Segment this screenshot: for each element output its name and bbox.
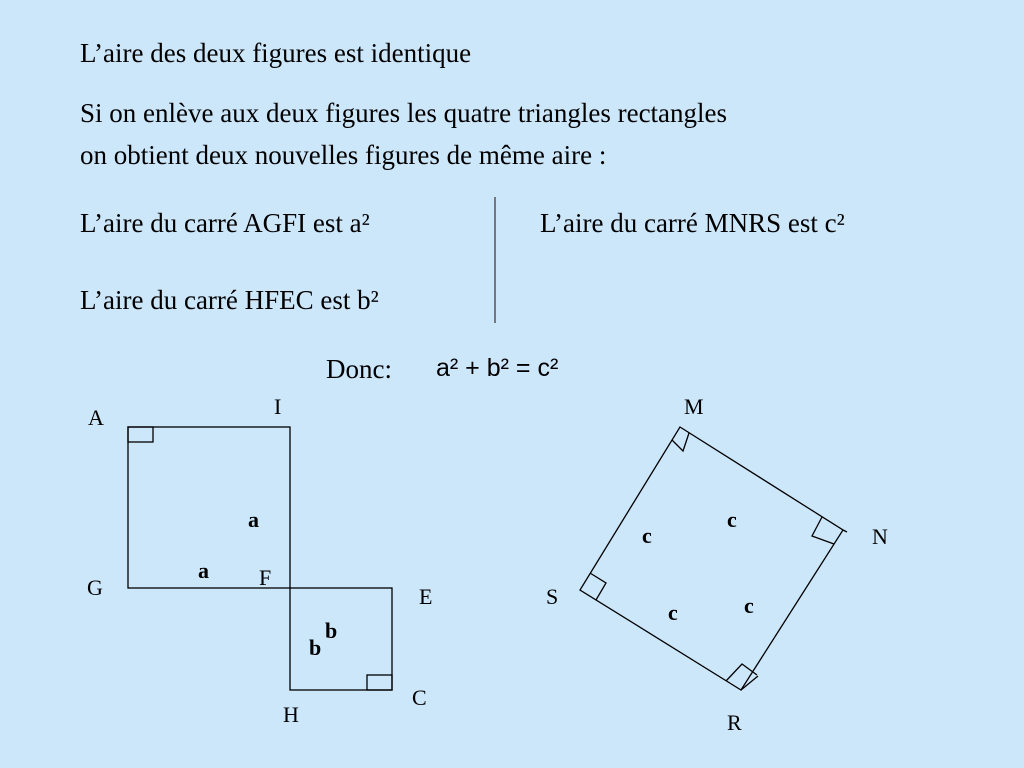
intro-line-3: on obtient deux nouvelles figures de même aire :	[80, 140, 607, 170]
right-angle-marker-c	[367, 675, 392, 690]
extension-line-n	[843, 530, 847, 532]
side-label-b-left: b	[309, 635, 322, 660]
point-label-e: E	[419, 584, 433, 609]
side-label-a-vertical: a	[248, 507, 259, 532]
conclusion-label: Donc:	[326, 354, 392, 384]
pythagoras-formula: a² + b² = c²	[436, 354, 559, 382]
side-label-a-horizontal: a	[198, 558, 209, 583]
area-hfec-statement: L’aire du carré HFEC est b²	[80, 285, 379, 315]
right-angle-marker-n	[812, 517, 834, 544]
point-label-a: A	[88, 405, 104, 430]
point-label-r: R	[727, 710, 742, 735]
side-label-c-top: c	[727, 507, 737, 532]
point-label-s: S	[546, 584, 559, 609]
side-label-c-left: c	[642, 523, 652, 548]
side-label-b-right: b	[325, 618, 338, 643]
point-label-n: N	[872, 524, 888, 549]
right-angle-marker-s	[590, 573, 606, 600]
area-agfi-statement: L’aire du carré AGFI est a²	[80, 208, 370, 238]
point-label-m: M	[684, 394, 704, 419]
extension-line-r	[741, 676, 758, 690]
intro-line-2: Si on enlève aux deux figures les quatre triangles rectangles	[80, 98, 728, 128]
side-label-c-bottom-right: c	[744, 593, 754, 618]
right-angle-marker-a	[128, 427, 153, 442]
square-mnrs	[580, 427, 843, 690]
area-mnrs-statement: L’aire du carré MNRS est c²	[540, 208, 845, 238]
point-label-g: G	[87, 575, 103, 600]
point-label-f: F	[259, 565, 272, 590]
square-agfi	[128, 427, 290, 588]
intro-line-1: L’aire des deux figures est identique	[80, 38, 472, 68]
point-label-c: C	[412, 685, 427, 710]
side-label-c-bottom-left: c	[668, 600, 678, 625]
point-label-i: I	[274, 394, 282, 419]
point-label-h: H	[283, 702, 299, 727]
